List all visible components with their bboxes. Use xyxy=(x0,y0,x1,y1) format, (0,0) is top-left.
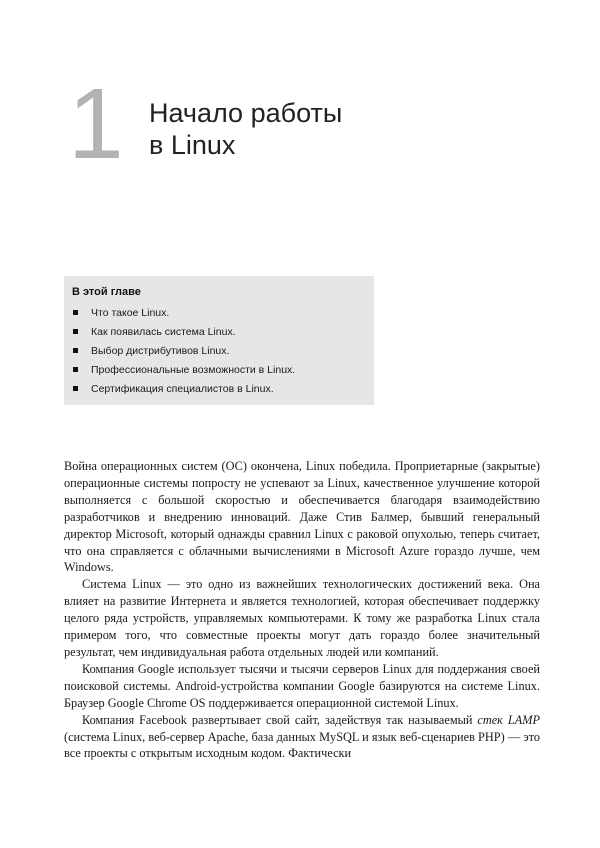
in-chapter-item xyxy=(72,363,366,377)
paragraph: Система Linux — это одно из важнейших технологических достижений века. Она влияет на развитие Интернета и является технологией, которая обеспечивает поддержку целого ряда устройств, управляемых компьютерами. К тому же разработка Linux стала примером того, что совместные проекты могут дать гораздо более значительный результат, чем индивидуальная работа отдельных людей или компаний. xyxy=(64,577,540,659)
in-chapter-list xyxy=(72,306,366,396)
square-bullet-icon xyxy=(73,310,78,315)
paragraph: Компания Google использует тысячи и тысячи серверов Linux для поддержания своей поисковой системы. Android-устройства компании Google базируются на системе Linux. Браузер Google Chrome OS поддерживается операционной системой Linux. xyxy=(64,661,540,710)
in-chapter-item xyxy=(72,382,366,396)
square-bullet-icon xyxy=(73,348,78,353)
in-chapter-item-text: Как появилась система Linux. xyxy=(91,326,236,338)
in-chapter-item-text: Профессиональные возможности в Linux. xyxy=(91,364,296,376)
chapter-title xyxy=(149,97,342,161)
in-chapter-item-text: Что такое Linux. xyxy=(91,307,170,319)
in-chapter-item-text: Выбор дистрибутивов Linux. xyxy=(91,345,230,357)
square-bullet-icon xyxy=(73,329,78,334)
paragraph: Война операционных систем (ОС) окончена, Linux победила. Проприетарные (закрытые) операционные системы попросту не успевают за Linux, качественное улучшение которой выполняется с большой скоростью и обеспечивается благодаря взаимодействию разработчиков и внедрению инноваций. Даже Стив Балмер, бывший генеральный директор Microsoft, который однажды сравнил Linux с раковой опухолью, теперь считает, что она справляется с облачными вычислениями в Microsoft Azure гораздо лучше, чем Windows. xyxy=(64,459,540,575)
chapter-title-line-2: в Linux xyxy=(149,130,236,160)
square-bullet-icon xyxy=(73,386,78,391)
in-chapter-item xyxy=(72,325,366,339)
paragraph xyxy=(64,712,540,763)
chapter-title-line-1: Начало работы xyxy=(149,98,343,128)
in-chapter-item xyxy=(72,306,366,320)
in-chapter-box xyxy=(64,276,374,405)
in-chapter-item-text: Сертификация специалистов в Linux. xyxy=(91,383,274,395)
square-bullet-icon xyxy=(73,367,78,372)
chapter-number: 1 xyxy=(68,68,124,180)
emphasized-term: стек LAMP xyxy=(477,712,540,727)
paragraph-text: Компания Facebook развертывает свой сайт, задействуя так называемый xyxy=(82,712,478,727)
paragraph-text: (система Linux, веб-сервер Apache, база данных MySQL и язык веб-сценариев PHP) — это все проекты с открытым исходным кодом. Фактически xyxy=(64,729,540,761)
in-chapter-heading: В этой главе xyxy=(72,286,141,298)
in-chapter-item xyxy=(72,344,366,358)
body-text xyxy=(64,458,540,762)
